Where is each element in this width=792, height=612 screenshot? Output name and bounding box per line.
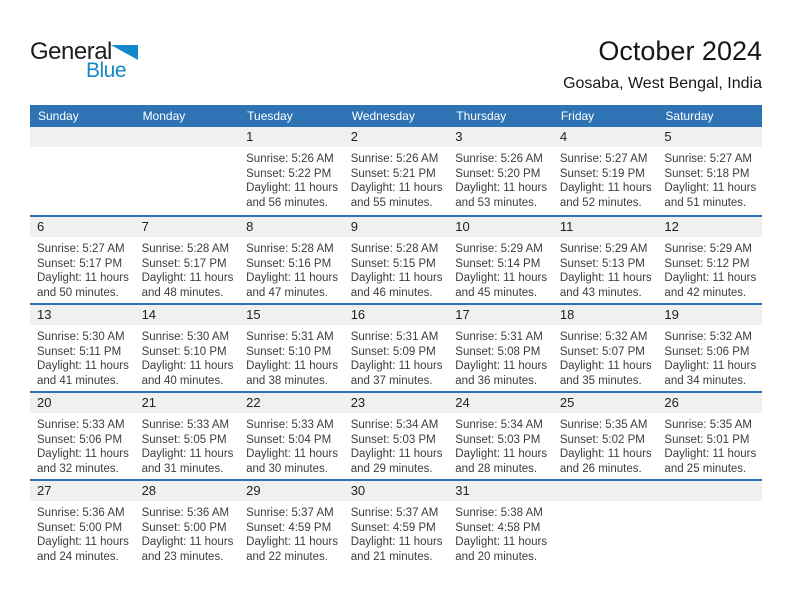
day-detail-line: and 34 minutes. [664,374,747,387]
week-row [30,215,762,303]
day-cell [553,393,658,479]
logo-blue-text: Blue [86,59,127,82]
day-detail-line: and 21 minutes. [350,550,433,563]
day-number: 7 [141,219,149,234]
day-cell [553,127,658,215]
day-detail-line: Sunrise: 5:36 AM [141,507,230,519]
day-number-band [135,217,240,237]
day-detail-line: Daylight: 11 hours [246,448,338,461]
day-cell [135,305,240,391]
day-detail-line: Daylight: 11 hours [559,182,652,195]
day-detail-line: Sunrise: 5:28 AM [350,243,439,255]
day-cell [344,217,449,303]
day-detail-line: Daylight: 11 hours [455,448,548,461]
day-detail-line: Daylight: 11 hours [664,360,757,373]
day-detail-line: Daylight: 11 hours [246,536,338,549]
day-cell [239,127,344,215]
day-detail-line: Sunset: 5:11 PM [37,345,122,358]
day-detail-line: Sunrise: 5:38 AM [455,507,543,519]
day-number-band [657,127,762,147]
empty-day-cell [30,127,135,215]
day-number: 6 [37,219,45,234]
day-details [239,413,344,476]
day-number-band [135,393,240,413]
day-detail-line: and 31 minutes. [141,462,224,475]
day-detail-line: Sunset: 5:08 PM [455,345,541,358]
day-details [135,147,240,152]
day-detail-line: Sunset: 5:05 PM [141,433,227,446]
day-detail-line: Daylight: 11 hours [141,360,234,373]
day-number: 13 [37,307,52,322]
day-detail-line: Sunset: 5:06 PM [664,345,750,358]
day-detail-line: and 45 minutes. [455,286,538,299]
day-detail-line: Daylight: 11 hours [455,360,548,373]
day-detail-line: and 40 minutes. [141,374,224,387]
day-detail-line: Daylight: 11 hours [559,272,652,285]
day-number-band [239,481,344,501]
day-details [30,501,135,564]
day-details [553,413,658,476]
day-detail-line: Sunrise: 5:32 AM [559,331,648,343]
day-number: 16 [350,307,366,322]
day-number: 9 [350,219,358,234]
day-detail-line: Sunrise: 5:35 AM [664,419,752,431]
day-detail-line: Sunset: 5:12 PM [664,257,750,270]
logo-triangle-icon [111,45,138,60]
day-details [30,147,135,152]
day-number-band [657,217,762,237]
day-detail-line: and 28 minutes. [455,462,538,475]
day-cell [448,217,553,303]
day-number-band [135,305,240,325]
general-blue-logo [30,36,150,86]
day-number: 28 [141,483,157,498]
day-details [135,237,240,300]
day-number: 3 [455,129,463,144]
weekday-header-cell: Monday [142,109,186,123]
day-number: 29 [246,483,261,498]
day-detail-line: and 25 minutes. [664,462,747,475]
day-details [553,237,658,300]
day-detail-line: Daylight: 11 hours [664,272,757,285]
empty-day-cell [135,127,240,215]
day-number: 27 [37,483,52,498]
day-detail-line: and 56 minutes. [246,196,328,209]
day-number-band [553,305,658,325]
day-details [657,325,762,388]
day-detail-line: Daylight: 11 hours [37,536,129,549]
day-detail-line: Sunset: 5:09 PM [350,345,436,358]
day-number-band [344,481,449,501]
day-detail-line: Sunset: 4:59 PM [246,521,332,534]
title-block [563,36,762,93]
day-detail-line: Sunset: 5:03 PM [350,433,436,446]
day-detail-line: Sunset: 5:00 PM [141,521,227,534]
day-number: 31 [455,483,470,498]
weekday-header-row [30,105,762,127]
day-detail-line: Daylight: 11 hours [455,536,548,549]
day-detail-line: Daylight: 11 hours [141,536,234,549]
day-detail-line: Daylight: 11 hours [455,272,548,285]
weekday-header-cell: Thursday [456,109,507,123]
day-cell [239,393,344,479]
day-details [344,147,449,210]
day-detail-line: Sunrise: 5:37 AM [350,507,439,519]
day-cell [239,481,344,567]
day-detail-line: Sunrise: 5:26 AM [350,153,439,165]
day-cell [135,481,240,567]
day-detail-line: Sunset: 5:10 PM [246,345,332,358]
day-detail-line: Sunrise: 5:34 AM [455,419,543,431]
day-detail-line: Sunset: 5:17 PM [141,257,227,270]
day-detail-line: Sunset: 5:16 PM [246,257,332,270]
day-number: 2 [350,129,358,144]
day-details [239,147,344,210]
day-number: 10 [455,219,470,234]
day-details [135,325,240,388]
day-number-band [344,305,449,325]
day-number: 24 [455,395,470,410]
day-detail-line: and 24 minutes. [37,550,119,563]
day-detail-line: Daylight: 11 hours [350,360,443,373]
day-cell [30,393,135,479]
day-details [344,413,449,476]
day-cell [30,217,135,303]
day-detail-line: Sunrise: 5:27 AM [664,153,752,165]
day-detail-line: and 20 minutes. [455,550,538,563]
day-detail-line: and 37 minutes. [350,374,433,387]
day-cell [657,127,762,215]
day-number-band [344,127,449,147]
day-number-band [448,481,553,501]
day-detail-line: Sunset: 5:03 PM [455,433,541,446]
day-cell [344,393,449,479]
day-number: 1 [246,129,254,144]
day-detail-line: Sunrise: 5:26 AM [455,153,543,165]
day-number: 19 [664,307,679,322]
day-detail-line: Daylight: 11 hours [37,360,129,373]
day-details [657,413,762,476]
weekday-header-cell: Saturday [665,109,714,123]
day-detail-line: Daylight: 11 hours [350,272,443,285]
day-detail-line: Sunrise: 5:27 AM [559,153,648,165]
day-number-band [553,127,658,147]
day-detail-line: Sunset: 5:21 PM [350,167,436,180]
day-details [448,413,553,476]
day-number-band [239,393,344,413]
week-row [30,303,762,391]
day-detail-line: Sunset: 5:07 PM [559,345,645,358]
day-detail-line: Sunrise: 5:35 AM [559,419,648,431]
day-detail-line: and 41 minutes. [37,374,119,387]
day-number-band [30,393,135,413]
day-detail-line: and 29 minutes. [350,462,433,475]
day-detail-line: and 55 minutes. [350,196,433,209]
day-detail-line: Sunrise: 5:28 AM [246,243,334,255]
day-number: 8 [246,219,254,234]
day-cell [30,305,135,391]
day-detail-line: Sunrise: 5:28 AM [141,243,230,255]
day-detail-line: Daylight: 11 hours [559,360,652,373]
day-details [239,501,344,564]
day-cell [553,305,658,391]
day-detail-line: Sunset: 5:14 PM [455,257,541,270]
day-number-band [448,305,553,325]
day-number: 17 [455,307,470,322]
day-detail-line: Sunset: 5:13 PM [559,257,645,270]
day-detail-line: Sunrise: 5:30 AM [37,331,125,343]
day-detail-line: Daylight: 11 hours [664,182,757,195]
day-number-band [344,393,449,413]
day-details [30,325,135,388]
day-number-band [30,481,135,501]
day-detail-line: Sunset: 5:02 PM [559,433,645,446]
day-number-band [30,305,135,325]
day-cell [448,127,553,215]
day-number: 26 [664,395,679,410]
day-number-band [30,127,135,147]
day-details [448,237,553,300]
weekday-header-cell: Wednesday [351,109,415,123]
day-detail-line: and 32 minutes. [37,462,119,475]
day-number: 4 [559,129,568,144]
day-detail-line: and 35 minutes. [559,374,642,387]
day-detail-line: Sunrise: 5:26 AM [246,153,334,165]
day-detail-line: and 47 minutes. [246,286,328,299]
day-cell [657,217,762,303]
day-number: 5 [664,129,672,144]
day-detail-line: and 36 minutes. [455,374,538,387]
day-cell [448,305,553,391]
day-cell [657,393,762,479]
day-number-band [344,217,449,237]
day-detail-line: Daylight: 11 hours [664,448,757,461]
day-number: 14 [141,307,157,322]
day-detail-line: Sunset: 5:17 PM [37,257,123,270]
day-detail-line: Sunrise: 5:27 AM [37,243,125,255]
day-number: 15 [246,307,261,322]
day-detail-line: Sunset: 5:22 PM [246,167,332,180]
day-number-band [448,393,553,413]
day-details [553,325,658,388]
day-detail-line: Sunset: 5:01 PM [664,433,750,446]
day-detail-line: Sunrise: 5:34 AM [350,419,439,431]
day-number-band [553,217,658,237]
day-number: 11 [559,219,574,234]
day-number-band [135,481,240,501]
day-cell [657,305,762,391]
weekday-header-cell: Sunday [38,109,79,123]
empty-day-cell [553,481,658,567]
day-detail-line: Sunrise: 5:36 AM [37,507,125,519]
day-number: 30 [350,483,366,498]
day-details [344,325,449,388]
logo-general-text: General [30,38,112,65]
day-details [553,147,658,210]
day-detail-line: and 52 minutes. [559,196,642,209]
day-detail-line: and 38 minutes. [246,374,328,387]
day-detail-line: Sunrise: 5:33 AM [141,419,230,431]
day-details [30,237,135,300]
day-detail-line: and 50 minutes. [37,286,119,299]
day-cell [30,481,135,567]
day-detail-line: Daylight: 11 hours [559,448,652,461]
day-detail-line: Daylight: 11 hours [350,448,443,461]
day-number-band [657,481,762,501]
day-number-band [448,127,553,147]
day-cell [448,393,553,479]
day-details [657,147,762,210]
day-detail-line: Daylight: 11 hours [350,536,443,549]
day-detail-line: Sunset: 5:06 PM [37,433,123,446]
day-cell [344,305,449,391]
week-row [30,391,762,479]
day-detail-line: Sunset: 5:10 PM [141,345,227,358]
day-cell [135,393,240,479]
day-cell [553,217,658,303]
calendar-subtitle: Gosaba, West Bengal, India [563,75,762,92]
day-number: 25 [559,395,575,410]
weekday-header-cell: Tuesday [247,109,293,123]
day-detail-line: Sunrise: 5:29 AM [455,243,543,255]
day-detail-line: Sunset: 5:18 PM [664,167,750,180]
day-detail-line: and 26 minutes. [559,462,642,475]
calendar-title: October 2024 [598,36,762,66]
empty-day-cell [657,481,762,567]
day-detail-line: Sunset: 4:58 PM [455,521,541,534]
day-detail-line: and 51 minutes. [664,196,747,209]
day-detail-line: Sunset: 5:19 PM [559,167,645,180]
week-row [30,479,762,567]
day-number-band [553,481,658,501]
day-details [448,501,553,564]
day-detail-line: Sunrise: 5:33 AM [37,419,125,431]
day-detail-line: Sunset: 5:20 PM [455,167,541,180]
day-cell [135,217,240,303]
day-detail-line: Sunset: 4:59 PM [350,521,436,534]
day-detail-line: Daylight: 11 hours [246,360,338,373]
day-detail-line: Sunrise: 5:29 AM [664,243,752,255]
day-detail-line: Daylight: 11 hours [246,272,338,285]
day-number: 18 [559,307,575,322]
day-details [135,501,240,564]
day-detail-line: Sunrise: 5:31 AM [455,331,543,343]
day-number-band [239,217,344,237]
day-detail-line: Sunrise: 5:31 AM [350,331,439,343]
day-detail-line: Sunrise: 5:29 AM [559,243,648,255]
day-number-band [135,127,240,147]
day-details [30,413,135,476]
day-details [344,237,449,300]
day-number: 22 [246,395,261,410]
day-details [239,237,344,300]
day-detail-line: Daylight: 11 hours [246,182,338,195]
day-number-band [30,217,135,237]
day-number-band [657,393,762,413]
day-detail-line: Daylight: 11 hours [37,272,129,285]
day-number: 12 [664,219,679,234]
day-details [239,325,344,388]
day-number-band [239,127,344,147]
day-cell [239,217,344,303]
day-detail-line: and 46 minutes. [350,286,433,299]
day-detail-line: Daylight: 11 hours [37,448,129,461]
day-number-band [239,305,344,325]
day-details [135,413,240,476]
day-detail-line: Daylight: 11 hours [141,448,234,461]
day-number-band [553,393,658,413]
day-cell [344,127,449,215]
day-details [657,501,762,506]
day-number: 21 [141,395,157,410]
day-detail-line: Sunrise: 5:32 AM [664,331,752,343]
day-details [344,501,449,564]
day-details [553,501,658,506]
day-number-band [448,217,553,237]
day-details [657,237,762,300]
day-number: 23 [350,395,366,410]
day-detail-line: and 23 minutes. [141,550,224,563]
day-detail-line: and 43 minutes. [559,286,642,299]
day-detail-line: Sunset: 5:04 PM [246,433,332,446]
day-detail-line: Sunrise: 5:31 AM [246,331,334,343]
day-details [448,147,553,210]
day-detail-line: Sunset: 5:00 PM [37,521,123,534]
day-detail-line: Daylight: 11 hours [141,272,234,285]
day-detail-line: and 53 minutes. [455,196,538,209]
day-detail-line: and 48 minutes. [141,286,224,299]
day-details [448,325,553,388]
day-detail-line: Sunset: 5:15 PM [350,257,436,270]
day-detail-line: and 22 minutes. [246,550,328,563]
day-cell [448,481,553,567]
day-detail-line: Sunrise: 5:33 AM [246,419,334,431]
calendar-grid [30,105,762,567]
weekday-header-cell: Friday [560,109,595,123]
day-number-band [657,305,762,325]
day-detail-line: Sunrise: 5:30 AM [141,331,230,343]
day-detail-line: and 42 minutes. [664,286,747,299]
day-detail-line: Daylight: 11 hours [350,182,443,195]
day-cell [239,305,344,391]
day-detail-line: and 30 minutes. [246,462,328,475]
day-detail-line: Sunrise: 5:37 AM [246,507,334,519]
week-row [30,127,762,215]
day-cell [344,481,449,567]
day-detail-line: Daylight: 11 hours [455,182,548,195]
day-number: 20 [37,395,52,410]
